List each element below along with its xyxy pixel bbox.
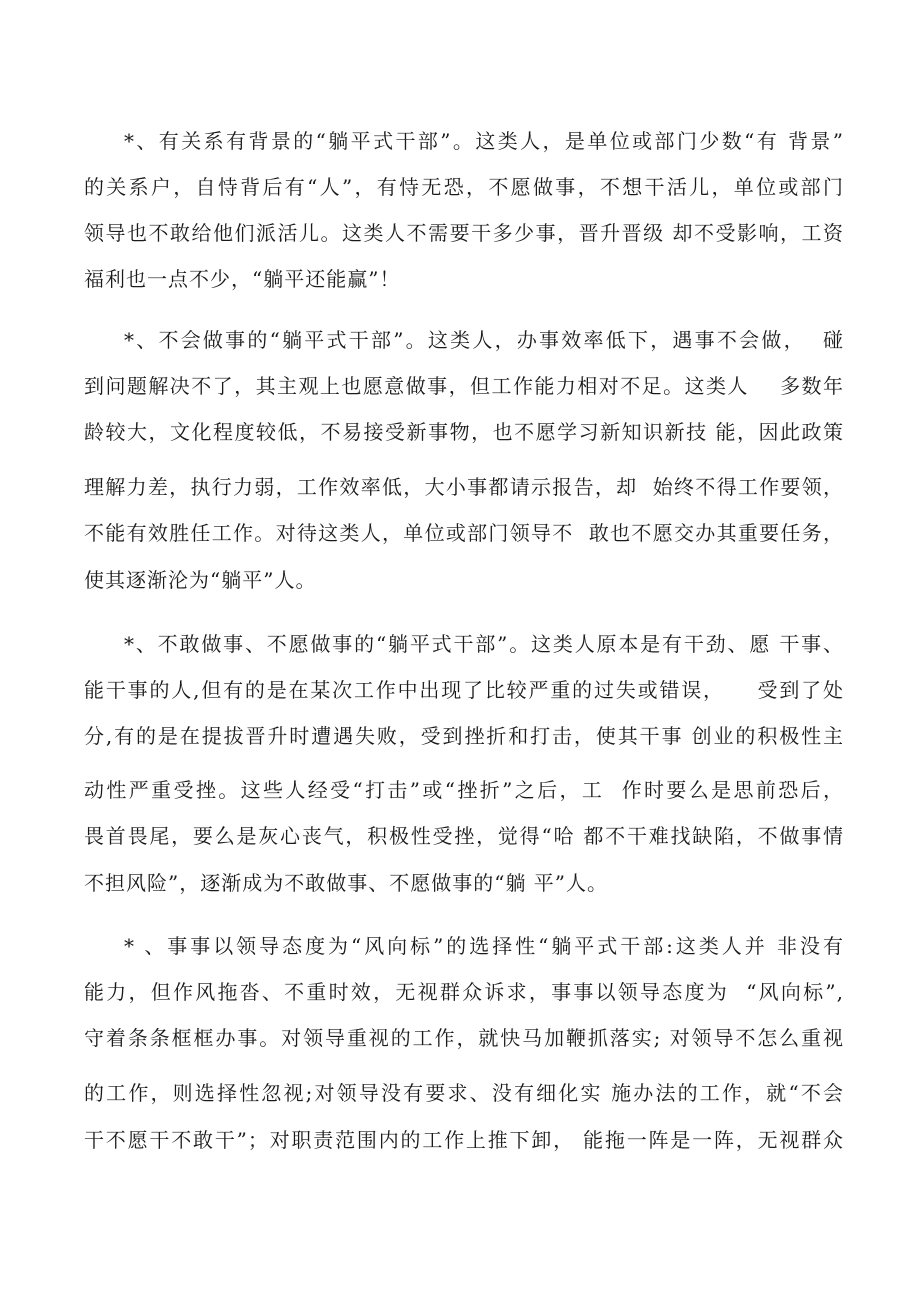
paragraph-1-line-3: 领导也不敢给他们派活儿。这类人不需要干多少事，晋升晋级 却不受影响，工资 [84,221,844,245]
paragraph-4-line-5: 干不愿干不敢干”；对职责范围内的工作上推下卸， 能拖一阵是一阵，无视群众 [84,1128,844,1152]
paragraph-3-line-3: 分,有的是在提拔晋升时遭遇失败，受到挫折和打击，使其干事 创业的积极性主 [84,724,844,748]
paragraph-4-line-1: * 、事事以领导态度为“风向标”的选择性“躺平式干部:这类人并 非没有 [124,934,844,958]
paragraph-1-line-4: 福利也一点不少，“躺平还能赢”！ [84,267,401,291]
paragraph-3-line-4: 动性严重受挫。这些人经受“打击”或“挫折”之后，工 作时要么是思前恐后， [84,778,844,802]
paragraph-2-line-5: 不能有效胜任工作。对待这类人，单位或部门领导不 敢也不愿交办其重要任务， [84,521,844,545]
paragraph-2-line-2: 到问题解决不了，其主观上也愿意做事，但工作能力相对不足。这类人 多数年 [84,374,844,398]
paragraph-3-line-6: 不担风险”，逐渐成为不敢做事、不愿做事的“躺 平”人。 [84,871,609,895]
paragraph-2-line-4: 理解力差，执行力弱，工作效率低，大小事都请示报告，却 始终不得工作要领， [84,475,844,499]
paragraph-1-line-2: 的关系户，自恃背后有“人”，有恃无恐，不愿做事，不想干活儿，单位或部门 [84,175,844,199]
paragraph-2-line-3: 龄较大，文化程度较低，不易接受新事物，也不愿学习新知识新技 能，因此政策 [84,420,844,444]
paragraph-3-line-2: 能干事的人,但有的是在某次工作中出现了比较严重的过失或错误， 受到了处 [84,678,844,702]
paragraph-3-line-1: *、不敢做事、不愿做事的“躺平式干部”。这类人原本是有干劲、愿 干事、 [124,632,844,656]
paragraph-2-line-6: 使其逐渐沦为“躺平”人。 [84,568,317,592]
paragraph-2-line-1: *、不会做事的“躺平式干部”。这类人，办事效率低下，遇事不会做， 碰 [124,328,844,352]
paragraph-4-line-2: 能力，但作风拖沓、不重时效，无视群众诉求，事事以领导态度为 “风向标”, [84,980,844,1004]
paragraph-3-line-5: 畏首畏尾，要么是灰心丧气，积极性受挫，觉得“哈 都不干难找缺陷，不做事情 [84,824,844,848]
paragraph-4-line-4: 的工作，则选择性忽视;对领导没有要求、没有细化实 施办法的工作，就“不会 [84,1081,844,1105]
paragraph-4-line-3: 守着条条框框办事。对领导重视的工作，就快马加鞭抓落实; 对领导不怎么重视 [84,1026,844,1050]
paragraph-1-line-1: *、有关系有背景的“躺平式干部”。这类人，是单位或部门少数“有 背景” [124,129,844,153]
